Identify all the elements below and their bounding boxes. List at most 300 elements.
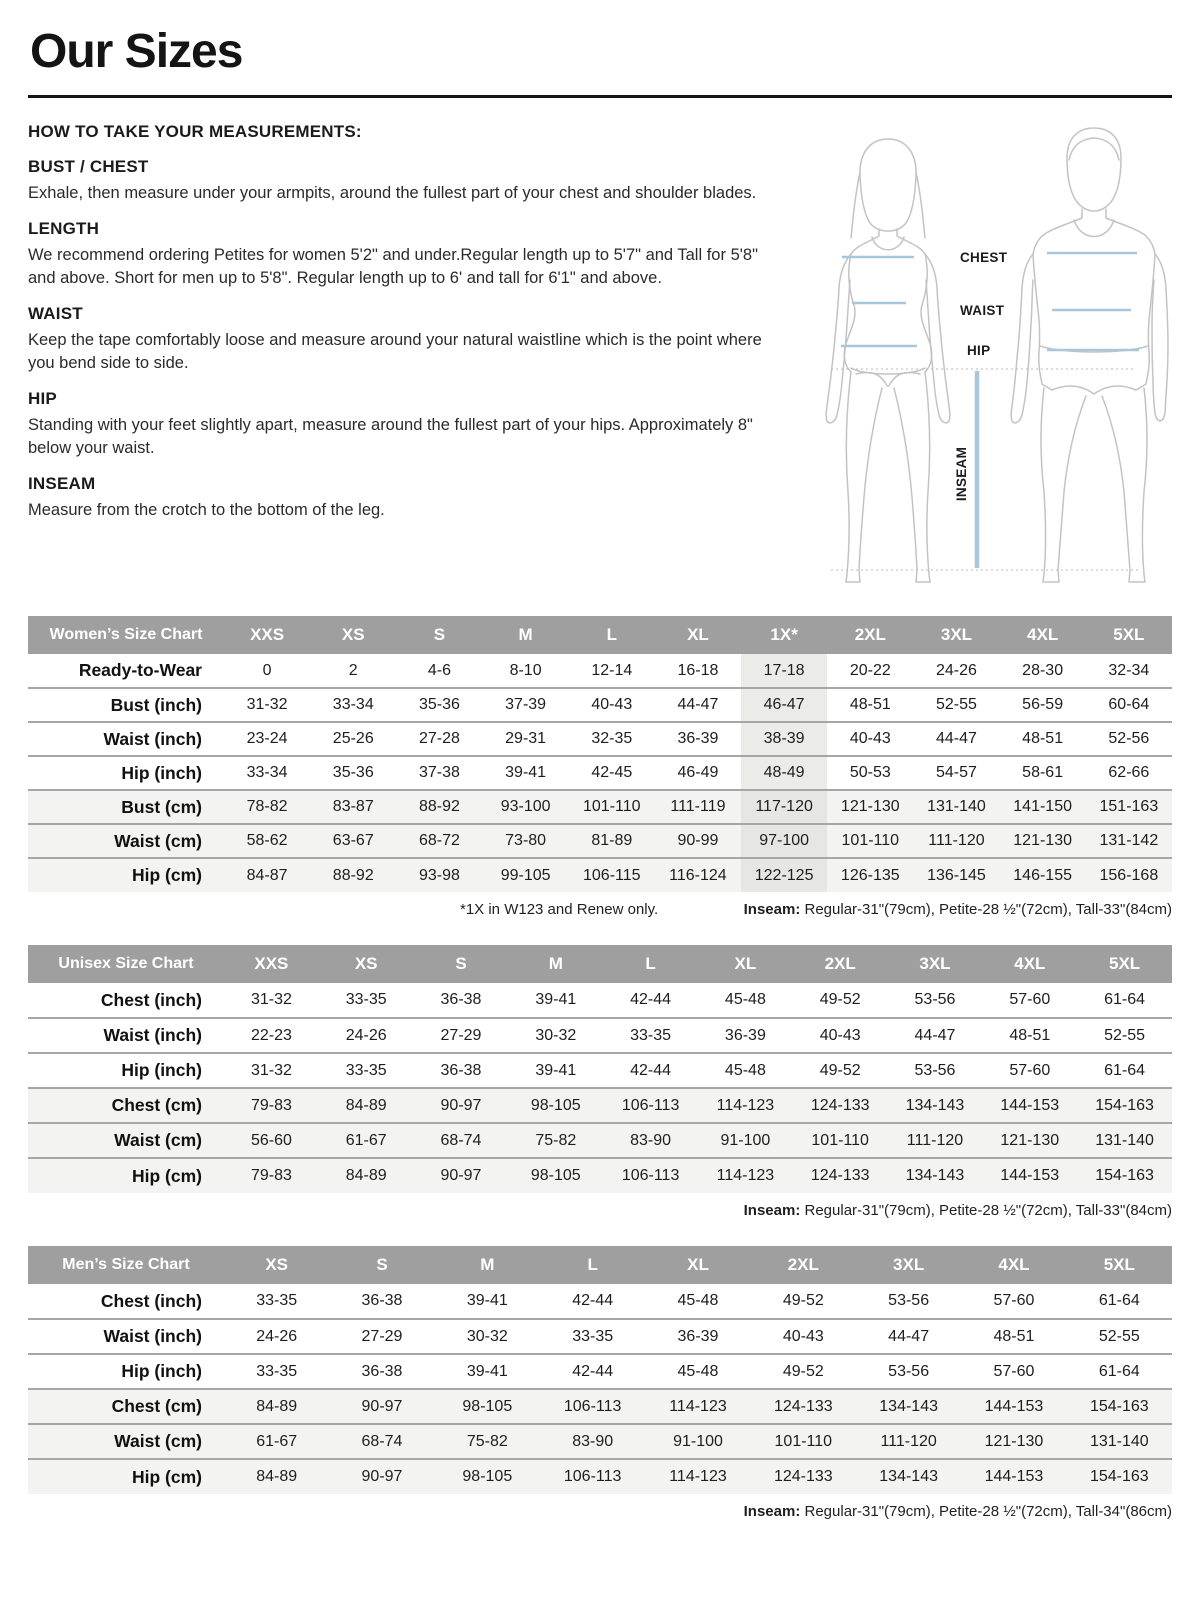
size-cell: 134-143	[888, 1088, 983, 1123]
size-cell: 124-133	[751, 1459, 856, 1494]
size-cell: 33-35	[603, 1018, 698, 1053]
size-cell: 40-43	[827, 722, 913, 756]
size-cell: 36-38	[329, 1354, 434, 1389]
table-title: Women’s Size Chart	[28, 616, 224, 654]
column-header: 4XL	[1000, 616, 1086, 654]
inseam-note: Inseam: Regular-31"(79cm), Petite-28 ½"(72cm), Tall-34"(86cm)	[743, 1503, 1172, 1520]
column-header: 5XL	[1077, 945, 1172, 983]
measurement-lines	[841, 253, 1139, 568]
size-cell: 31-32	[224, 688, 310, 722]
column-header: L	[540, 1246, 645, 1284]
size-cell: 33-35	[224, 1354, 329, 1389]
column-header: XXS	[224, 616, 310, 654]
table-row	[28, 790, 1172, 824]
size-cell: 8-10	[509, 661, 542, 679]
size-cell: 35-36	[396, 688, 482, 722]
size-cell: 44-47	[888, 1018, 983, 1053]
size-cell: 46-49	[655, 756, 741, 790]
size-cell: 32-34	[1108, 661, 1150, 679]
size-cell: 37-38	[396, 756, 482, 790]
size-cell: 25-26	[310, 722, 396, 756]
size-cell: 99-105	[483, 858, 569, 892]
size-cell: 12-14	[591, 661, 633, 679]
size-cell: 61-64	[1077, 1053, 1172, 1088]
row-label: Hip (inch)	[28, 1354, 224, 1389]
size-cell: 90-99	[655, 824, 741, 858]
section-bust-chest	[28, 157, 770, 204]
table-row	[28, 824, 1172, 858]
title-divider	[28, 95, 1172, 98]
table-row	[28, 1319, 1172, 1354]
column-header: 5XL	[1086, 616, 1172, 654]
row-label: Chest (inch)	[100, 1290, 202, 1311]
row-label: Hip (cm)	[28, 1158, 224, 1193]
size-cell: 144-153	[982, 1158, 1077, 1193]
table-row	[28, 1284, 1172, 1319]
table-row	[28, 1088, 1172, 1123]
section-title: HIP	[28, 389, 57, 409]
mens-size-chart	[28, 1246, 1172, 1523]
size-cell: 39-41	[466, 1292, 508, 1309]
size-cell: 106-113	[540, 1459, 645, 1494]
measurement-intro	[28, 122, 1172, 594]
size-cell: 101-110	[751, 1424, 856, 1459]
size-cell: 156-168	[1086, 858, 1172, 892]
size-cell: 63-67	[310, 824, 396, 858]
size-cell: 134-143	[888, 1158, 983, 1193]
mens-table	[28, 1246, 1172, 1494]
row-label: Chest (cm)	[28, 1389, 224, 1424]
size-cell: 33-35	[319, 1053, 414, 1088]
size-cell: 146-155	[1000, 858, 1086, 892]
size-cell: 33-34	[224, 756, 310, 790]
table-row	[28, 756, 1172, 790]
size-cell: 131-140	[1067, 1424, 1172, 1459]
size-cell: 124-133	[793, 1088, 888, 1123]
row-label: Hip (cm)	[28, 858, 224, 892]
size-cell: 83-90	[540, 1424, 645, 1459]
row-label: Chest (inch)	[100, 989, 202, 1010]
row-label: Waist (cm)	[28, 1424, 224, 1459]
section-hip	[28, 389, 770, 459]
row-label: Waist (cm)	[28, 1123, 224, 1158]
size-cell: 111-120	[856, 1424, 961, 1459]
howto-heading: HOW TO TAKE YOUR MEASUREMENTS:	[28, 122, 362, 141]
size-cell: 114-123	[645, 1459, 750, 1494]
size-cell: 33-34	[310, 688, 396, 722]
size-cell: 54-57	[913, 756, 999, 790]
table-row	[28, 1018, 1172, 1053]
unisex-table	[28, 945, 1172, 1193]
row-label: Bust (inch)	[28, 688, 224, 722]
size-cell: 106-113	[540, 1389, 645, 1424]
column-header: M	[508, 945, 603, 983]
size-cell: 42-45	[569, 756, 655, 790]
column-header: XL	[655, 616, 741, 654]
table-row	[28, 983, 1172, 1018]
size-cell: 36-38	[440, 991, 482, 1008]
size-cell: 122-125	[741, 858, 827, 892]
size-cell: 30-32	[508, 1018, 603, 1053]
section-inseam	[28, 474, 770, 521]
size-cell: 36-39	[698, 1018, 793, 1053]
size-cell: 131-140	[1077, 1123, 1172, 1158]
size-cell: 38-39	[741, 722, 827, 756]
size-cell: 151-163	[1086, 790, 1172, 824]
size-cell: 44-47	[655, 688, 741, 722]
table-footnote	[28, 1503, 1172, 1523]
size-cell: 84-89	[224, 1389, 329, 1424]
row-label: Waist (inch)	[28, 722, 224, 756]
table-footnote	[28, 1202, 1172, 1222]
size-cell: 121-130	[961, 1424, 1066, 1459]
section-length	[28, 219, 770, 289]
body-measurement-illustration	[794, 122, 1172, 594]
size-cell: 93-98	[396, 858, 482, 892]
waist-label: WAIST	[960, 303, 1005, 318]
size-cell: 52-55	[1067, 1319, 1172, 1354]
size-cell: 101-110	[569, 790, 655, 824]
size-cell: 58-61	[1000, 756, 1086, 790]
section-body: Measure from the crotch to the bottom of the leg.	[28, 501, 385, 520]
section-waist	[28, 304, 770, 374]
size-cell: 56-59	[1000, 688, 1086, 722]
size-cell: 88-92	[396, 790, 482, 824]
size-cell: 39-41	[483, 756, 569, 790]
size-cell: 45-48	[677, 1292, 719, 1309]
size-cell: 49-52	[751, 1354, 856, 1389]
size-cell: 144-153	[961, 1459, 1066, 1494]
size-charts	[28, 616, 1172, 1523]
table-row	[28, 1389, 1172, 1424]
section-body: Standing with your feet slightly apart, measure around the fullest part of your hips. Approximately 8" below your waist.	[28, 416, 753, 457]
row-label: Waist (inch)	[28, 1018, 224, 1053]
male-silhouette	[1011, 128, 1168, 582]
size-cell: 134-143	[856, 1389, 961, 1424]
size-cell: 84-89	[319, 1088, 414, 1123]
table-row	[28, 1424, 1172, 1459]
size-cell: 134-143	[856, 1459, 961, 1494]
size-cell: 45-48	[645, 1354, 750, 1389]
size-cell: 98-105	[508, 1158, 603, 1193]
table-title: Unisex Size Chart	[28, 945, 224, 983]
size-cell: 27-29	[329, 1319, 434, 1354]
size-cell: 93-100	[483, 790, 569, 824]
size-cell: 90-97	[414, 1158, 509, 1193]
size-cell: 39-41	[435, 1354, 540, 1389]
size-cell: 131-142	[1086, 824, 1172, 858]
size-cell: 57-60	[961, 1354, 1066, 1389]
dotted-reference-lines	[831, 369, 1139, 570]
table-row	[28, 1158, 1172, 1193]
section-body: Keep the tape comfortably loose and measure around your natural waistline which is the point where you bend side to side.	[28, 331, 762, 372]
size-cell: 117-120	[741, 790, 827, 824]
row-label: Waist (inch)	[28, 1319, 224, 1354]
size-cell: 0	[262, 661, 272, 679]
column-header: 2XL	[751, 1246, 856, 1284]
size-cell: 121-130	[1000, 824, 1086, 858]
size-cell: 84-89	[319, 1158, 414, 1193]
size-cell: 141-150	[1000, 790, 1086, 824]
size-cell: 24-26	[319, 1018, 414, 1053]
size-cell: 40-43	[751, 1319, 856, 1354]
size-cell: 114-123	[698, 1158, 793, 1193]
size-cell: 29-31	[483, 722, 569, 756]
section-body: We recommend ordering Petites for women 5'2" and under.Regular length up to 5'7" and Tall for 5'8" and above. Short for men up to 5'8". Regular length up to 6' and tall for 6'1" and above.	[28, 246, 758, 287]
size-cell: 75-82	[435, 1424, 540, 1459]
size-cell: 68-74	[329, 1424, 434, 1459]
size-cell: 49-52	[819, 991, 861, 1008]
size-cell: 79-83	[224, 1158, 319, 1193]
size-cell: 91-100	[645, 1424, 750, 1459]
size-cell: 136-145	[913, 858, 999, 892]
size-cell: 37-39	[483, 688, 569, 722]
size-cell: 154-163	[1077, 1088, 1172, 1123]
size-cell: 126-135	[827, 858, 913, 892]
female-silhouette	[826, 139, 950, 582]
column-header: 4XL	[982, 945, 1077, 983]
measurement-figure	[794, 122, 1172, 594]
unisex-size-chart	[28, 945, 1172, 1222]
size-cell: 42-44	[572, 1292, 614, 1309]
size-cell: 81-89	[569, 824, 655, 858]
size-cell: 53-56	[914, 991, 956, 1008]
size-cell: 106-115	[569, 858, 655, 892]
column-header: L	[569, 616, 655, 654]
size-cell: 28-30	[1022, 661, 1064, 679]
size-cell: 98-105	[435, 1389, 540, 1424]
size-cell: 33-35	[540, 1319, 645, 1354]
size-cell: 53-56	[888, 1292, 930, 1309]
inseam-note: Inseam: Regular-31"(79cm), Petite-28 ½"(72cm), Tall-33"(84cm)	[743, 901, 1172, 918]
row-label: Waist (cm)	[28, 824, 224, 858]
column-header: 3XL	[888, 945, 983, 983]
womens-size-chart	[28, 616, 1172, 921]
size-cell: 50-53	[827, 756, 913, 790]
size-cell: 2	[348, 661, 358, 679]
size-cell: 121-130	[827, 790, 913, 824]
size-cell: 101-110	[793, 1123, 888, 1158]
size-cell: 111-119	[655, 790, 741, 824]
size-cell: 22-23	[224, 1018, 319, 1053]
hip-label: HIP	[967, 343, 991, 358]
size-cell: 24-26	[936, 661, 977, 679]
size-cell: 52-55	[913, 688, 999, 722]
size-cell: 98-105	[435, 1459, 540, 1494]
size-cell: 83-90	[603, 1123, 698, 1158]
size-cell: 36-38	[361, 1292, 403, 1309]
section-title: WAIST	[28, 304, 83, 324]
size-cell: 52-56	[1086, 722, 1172, 756]
size-cell: 97-100	[741, 824, 827, 858]
column-header: XS	[319, 945, 414, 983]
inseam-label: INSEAM	[954, 446, 969, 502]
size-cell: 40-43	[569, 688, 655, 722]
size-cell: 75-82	[508, 1123, 603, 1158]
table-row	[28, 722, 1172, 756]
row-label: Hip (inch)	[28, 756, 224, 790]
size-cell: 154-163	[1067, 1389, 1172, 1424]
size-cell: 154-163	[1077, 1158, 1172, 1193]
size-cell: 111-120	[913, 824, 999, 858]
size-cell: 48-51	[982, 1018, 1077, 1053]
size-cell: 61-67	[319, 1123, 414, 1158]
size-cell: 62-66	[1086, 756, 1172, 790]
inseam-note: Inseam: Regular-31"(79cm), Petite-28 ½"(72cm), Tall-33"(84cm)	[743, 1202, 1172, 1219]
column-header: XS	[310, 616, 396, 654]
size-cell: 36-39	[655, 722, 741, 756]
size-cell: 61-64	[1104, 991, 1146, 1008]
size-cell: 52-55	[1077, 1018, 1172, 1053]
size-cell: 90-97	[414, 1088, 509, 1123]
size-cell: 106-113	[603, 1088, 698, 1123]
size-cell: 78-82	[224, 790, 310, 824]
table-row	[28, 1354, 1172, 1389]
size-cell: 40-43	[793, 1018, 888, 1053]
table-footnote	[28, 901, 1172, 921]
size-cell: 31-32	[250, 991, 292, 1008]
size-cell: 68-72	[396, 824, 482, 858]
column-header: XL	[645, 1246, 750, 1284]
size-cell: 36-38	[414, 1053, 509, 1088]
size-cell: 53-56	[856, 1354, 961, 1389]
table-row	[28, 1053, 1172, 1088]
size-cell: 58-62	[224, 824, 310, 858]
column-header: S	[396, 616, 482, 654]
size-cell: 48-51	[1000, 722, 1086, 756]
size-cell: 61-64	[1098, 1292, 1140, 1309]
row-label: Hip (cm)	[28, 1459, 224, 1494]
table-row	[28, 1123, 1172, 1158]
size-cell: 154-163	[1067, 1459, 1172, 1494]
size-cell: 79-83	[224, 1088, 319, 1123]
size-cell: 60-64	[1086, 688, 1172, 722]
size-cell: 131-140	[913, 790, 999, 824]
measurement-instructions	[28, 122, 770, 522]
size-cell: 49-52	[782, 1292, 824, 1309]
size-cell: 24-26	[224, 1319, 329, 1354]
size-cell: 53-56	[888, 1053, 983, 1088]
size-cell: 90-97	[329, 1459, 434, 1494]
size-cell: 33-35	[256, 1292, 298, 1309]
size-cell: 23-24	[224, 722, 310, 756]
column-header: XXS	[224, 945, 319, 983]
size-cell: 42-44	[540, 1354, 645, 1389]
table-title: Men’s Size Chart	[28, 1246, 224, 1284]
size-cell: 31-32	[224, 1053, 319, 1088]
size-cell: 33-35	[345, 991, 387, 1008]
size-cell: 106-113	[603, 1158, 698, 1193]
size-cell: 16-18	[677, 661, 719, 679]
size-cell: 114-123	[645, 1389, 750, 1424]
size-cell: 39-41	[508, 1053, 603, 1088]
column-header: 1X*	[741, 616, 827, 654]
size-cell: 124-133	[751, 1389, 856, 1424]
table-row	[28, 654, 1172, 688]
column-header: S	[414, 945, 509, 983]
asterisk-note: *1X in W123 and Renew only.	[460, 901, 659, 918]
table-row	[28, 688, 1172, 722]
row-label: Chest (cm)	[28, 1088, 224, 1123]
size-cell: 20-22	[849, 661, 891, 679]
size-cell: 61-67	[224, 1424, 329, 1459]
size-cell: 36-39	[645, 1319, 750, 1354]
column-header: S	[329, 1246, 434, 1284]
size-cell: 57-60	[982, 1053, 1077, 1088]
column-header: 2XL	[793, 945, 888, 983]
row-label: Hip (inch)	[28, 1053, 224, 1088]
section-title: LENGTH	[28, 219, 100, 239]
size-cell: 57-60	[993, 1292, 1035, 1309]
size-cell: 61-64	[1067, 1354, 1172, 1389]
size-cell: 35-36	[310, 756, 396, 790]
size-cell: 124-133	[793, 1158, 888, 1193]
size-cell: 32-35	[569, 722, 655, 756]
size-cell: 57-60	[1009, 991, 1051, 1008]
size-cell: 144-153	[961, 1389, 1066, 1424]
column-header: XL	[698, 945, 793, 983]
size-cell: 90-97	[329, 1389, 434, 1424]
column-header: 2XL	[827, 616, 913, 654]
size-cell: 56-60	[224, 1123, 319, 1158]
size-cell: 27-29	[414, 1018, 509, 1053]
size-cell: 84-89	[224, 1459, 329, 1494]
row-label: Ready-to-Wear	[78, 660, 202, 680]
page-title: Our Sizes	[30, 25, 243, 78]
size-cell: 83-87	[310, 790, 396, 824]
size-cell: 98-105	[508, 1088, 603, 1123]
table-row	[28, 1459, 1172, 1494]
column-header: 4XL	[961, 1246, 1066, 1284]
size-cell: 111-120	[888, 1123, 983, 1158]
size-cell: 121-130	[982, 1123, 1077, 1158]
size-cell: 48-51	[827, 688, 913, 722]
section-body: Exhale, then measure under your armpits, around the fullest part of your chest and shoulder blades.	[28, 184, 757, 202]
size-cell: 49-52	[793, 1053, 888, 1088]
section-title: BUST / CHEST	[28, 157, 149, 176]
size-cell: 68-74	[414, 1123, 509, 1158]
column-header: 3XL	[913, 616, 999, 654]
size-cell: 27-28	[396, 722, 482, 756]
size-cell: 17-18	[741, 654, 827, 688]
size-cell: 39-41	[535, 991, 577, 1008]
table-row	[28, 858, 1172, 892]
column-header: 3XL	[856, 1246, 961, 1284]
size-cell: 88-92	[310, 858, 396, 892]
size-cell: 45-48	[724, 991, 766, 1008]
size-cell: 116-124	[655, 858, 741, 892]
size-cell: 4-6	[427, 661, 451, 679]
size-cell: 42-44	[630, 991, 672, 1008]
size-cell: 42-44	[603, 1053, 698, 1088]
size-cell: 48-49	[741, 756, 827, 790]
column-header: 5XL	[1067, 1246, 1172, 1284]
size-cell: 44-47	[856, 1319, 961, 1354]
size-cell: 44-47	[913, 722, 999, 756]
column-header: L	[603, 945, 698, 983]
chest-label: CHEST	[960, 250, 1008, 265]
size-cell: 91-100	[698, 1123, 793, 1158]
size-cell: 30-32	[435, 1319, 540, 1354]
size-cell: 144-153	[982, 1088, 1077, 1123]
column-header: M	[435, 1246, 540, 1284]
size-cell: 101-110	[827, 824, 913, 858]
size-cell: 48-51	[961, 1319, 1066, 1354]
size-cell: 45-48	[698, 1053, 793, 1088]
size-cell: 84-87	[224, 858, 310, 892]
section-title: INSEAM	[28, 474, 96, 494]
size-cell: 114-123	[698, 1088, 793, 1123]
